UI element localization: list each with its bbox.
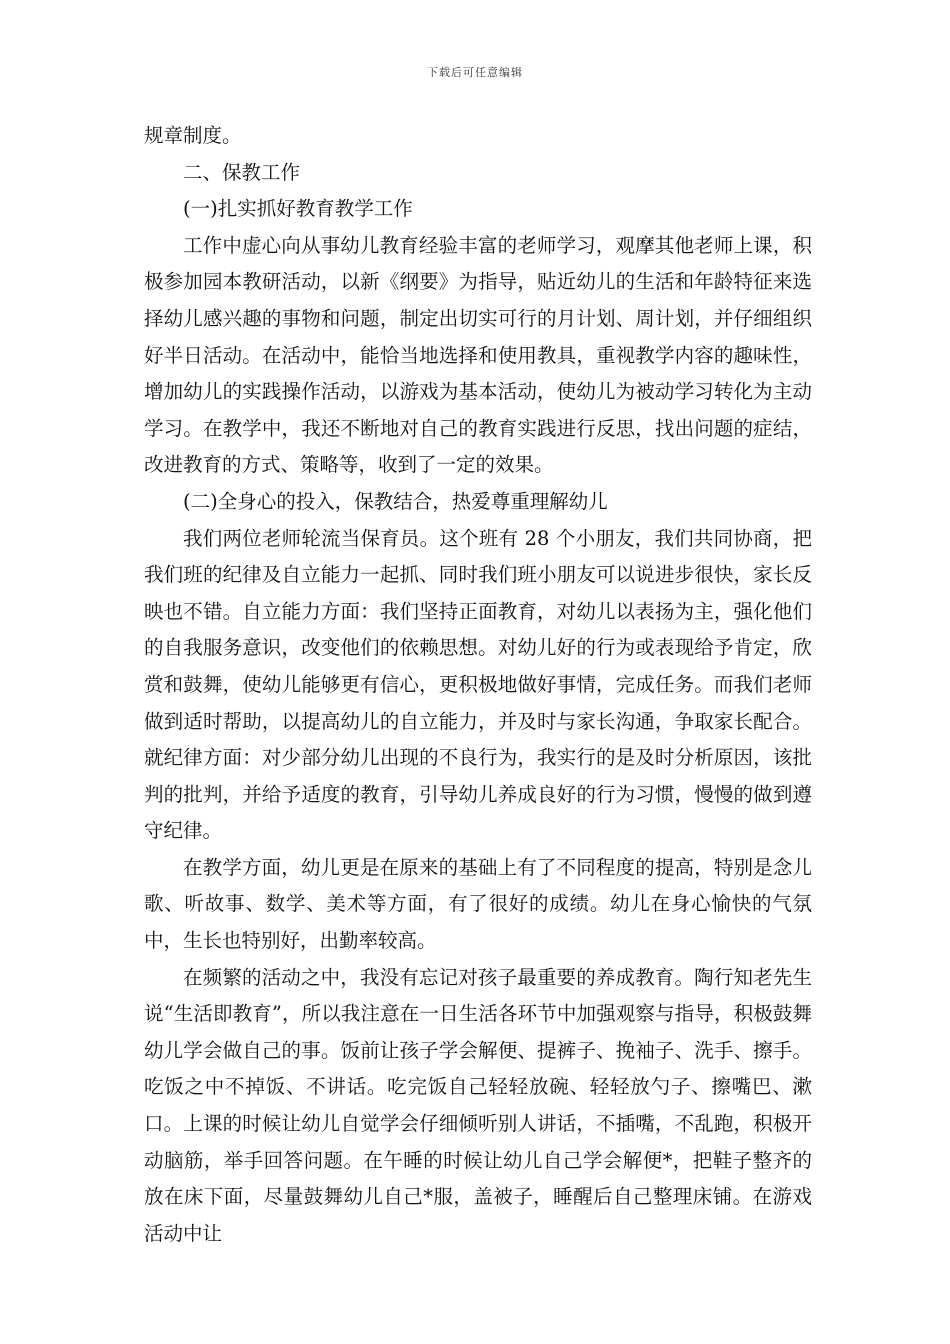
subsection-heading: (一)扎实抓好教育教学工作: [183, 197, 413, 221]
subsection-heading: (二)全身心的投入，保教结合，热爱尊重理解幼儿: [183, 489, 608, 513]
paragraph: 工作中虚心向从事幼儿教育经验丰富的老师学习，观摩其他老师上课，积极参加园本教研活动，以新《纲要》为指导，贴近幼儿的生活和年龄特征来选择幼儿感兴趣的事物和问题，制定出切实可行的月计划、周计划，并仔细组织好半日活动。在活动中，能恰当地选择和使用教具，重视教学内容的趣味性，增加幼儿的实践操作活动，以游戏为基本活动，使幼儿为被动学习转化为主动学习。在教学中，我还不断地对自己的教育实践进行反思，找出问题的症结，改进教育的方式、策略等，收到了一定的效果。: [144, 233, 812, 477]
paragraph: 规章制度。: [144, 124, 242, 147]
document-body: [144, 118, 812, 1252]
section-heading: 二、保教工作: [183, 160, 301, 184]
paragraph: 在教学方面，幼儿更是在原来的基础上有了不同程度的提高，特别是念儿歌、听故事、数学、美术等方面，有了很好的成绩。幼儿在身心愉快的气氛中，生长也特别好，出勤率较高。: [144, 855, 812, 953]
paragraph: 我们两位老师轮流当保育员。这个班有 28 个小朋友，我们共同协商，把我们班的纪律及自立能力一起抓、同时我们班小朋友可以说进步很快，家长反映也不错。自立能力方面：我们坚持正面教育，对幼儿以表扬为主，强化他们的自我服务意识，改变他们的依赖思想。对幼儿好的行为或表现给予肯定，欣赏和鼓舞，使幼儿能够更有信心，更积极地做好事情，完成任务。而我们老师做到适时帮助，以提高幼儿的自立能力，并及时与家长沟通，争取家长配合。就纪律方面：对少部分幼儿出现的不良行为，我实行的是及时分析原因，该批判的批判，并给予适度的教育，引导幼儿养成良好的行为习惯，慢慢的做到遵守纪律。: [144, 526, 812, 843]
page-header: 下载后可任意编辑: [427, 66, 523, 79]
paragraph: 在频繁的活动之中，我没有忘记对孩子最重要的养成教育。陶行知老先生说“生活即教育”，所以我注意在一日生活各环节中加强观察与指导，积极鼓舞幼儿学会做自己的事。饭前让孩子学会解便、提裤子、挽袖子、洗手、擦手。吃饭之中不掉饭、不讲话。吃完饭自己轻轻放碗、轻轻放勺子、擦嘴巴、漱口。上课的时候让幼儿自觉学会仔细倾听别人讲话，不插嘴，不乱跑，积极开动脑筋，举手回答问题。在午睡的时候让幼儿自己学会解便*，把鞋子整齐的放在床下面，尽量鼓舞幼儿自己*服，盖被子，睡醒后自己整理床铺。在游戏活动中让: [144, 965, 812, 1245]
